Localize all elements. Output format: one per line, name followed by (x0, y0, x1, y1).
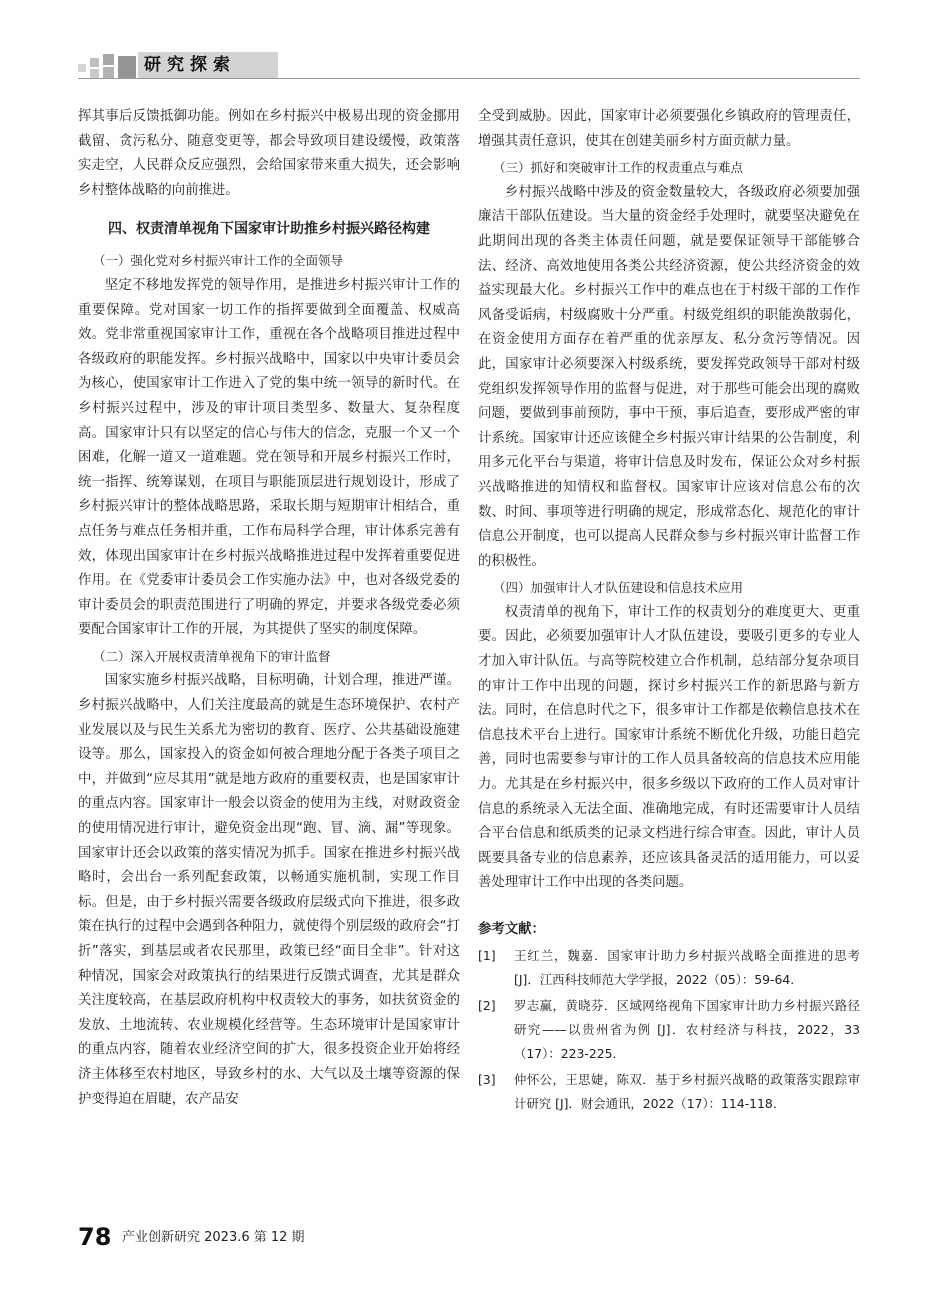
reference-item (478, 944, 860, 992)
reference-text: 仲怀公，王思婕，陈双．基于乡村振兴战略的政策落实跟踪审计研究 [J]．财会通讯，2022（17）：114-118. (514, 1072, 860, 1111)
page-header (0, 0, 950, 90)
subsection-heading-3: （三）抓好和突破审计工作的权责重点与难点 (493, 160, 744, 176)
subsection-heading-2: （二）深入开展权责清单视角下的审计监督 (93, 648, 331, 664)
subsection-heading-1: （一）强化党对乡村振兴审计工作的全面领导 (93, 253, 344, 269)
journal-info: 产业创新研究 2023.6 第 12 期 (122, 1230, 305, 1245)
reference-text: 王红兰，魏嘉．国家审计助力乡村振兴战略全面推进的思考 [J]．江西科技师范大学学报，2022（05）：59-64. (514, 948, 860, 987)
reference-text: 罗志赢，黄晓芬．区域网络视角下国家审计助力乡村振兴路径研究——以贵州省为例 [J]．农村经济与科技，2022，33（17）：223-225. (514, 998, 860, 1061)
paragraph: 坚定不移地发挥党的领导作用，是推进乡村振兴审计工作的重要保障。党对国家一切工作的指挥要做到全面覆盖、权威高效。党非常重视国家审计工作，重视在各个战略项目推进过程中各级政府的职能发挥。乡村振兴战略中，国家以中央审计委员会为核心，使国家审计工作进入了党的集中统一领导的新时代。在乡村振兴过程中，涉及的审计项目类型多、数量大、复杂程度高。国家审计只有以坚定的信心与伟大的信念，克服一个又一个困难，化解一道又一道难题。党在领导和开展乡村振兴工作时，统一指挥、统筹谋划，在项目与职能顶层进行规划设计，形成了乡村振兴审计的整体战略思路，采取长期与短期审计相结合，重点任务与难点任务相并重，工作布局科学合理，审计体系完善有效，体现出国家审计在乡村振兴战略推进过程中发挥着重要促进作用。在《党委审计委员会工作实施办法》中，也对各级党委的审计委员会的职责范围进行了明确的界定，并要求各级党委必须要配合国家审计工作的开展，为其提供了坚实的制度保障。 (78, 277, 460, 638)
right-column (478, 105, 860, 1116)
paragraph: 乡村振兴战略中涉及的资金数量较大，各级政府必须要加强廉洁干部队伍建设。当大量的资金经手处理时，就要坚决避免在此期间出现的各类主体责任问题，就是要保证领导干部能够合法、经济、高效地使用各类公共经济资源，使公共经济资金的效益实现最大化。乡村振兴工作中的难点也在于村级干部的工作作风备受诟病，村级腐败十分严重。村级党组织的职能涣散弱化，在资金使用方面存在着严重的优亲厚友、私分贪污等情况。因此，国家审计必须要深入村级系统，要发挥党政领导干部对村级党组织发挥领导作用的监督与促进，对于那些可能会出现的腐败问题，要做到事前预防，事中干预，事后追查，要形成严密的审计系统。国家审计还应该健全乡村振兴审计结果的公告制度，利用多元化平台与渠道，将审计信息及时发布，保证公众对乡村振兴战略推进的知情权和监督权。国家审计应该对信息公布的次数、时间、事项等进行明确的规定，形成常态化、规范化的审计信息公开制度，也可以提高人民群众参与乡村振兴审计监督工作的积极性。 (478, 184, 860, 569)
subsection-heading-4: （四）加强审计人才队伍建设和信息技术应用 (493, 580, 744, 596)
paragraph-continued: 全受到威胁。因此，国家审计必须要强化乡镇政府的管理责任，增强其责任意识，使其在创建美丽乡村方面贡献力量。 (478, 109, 860, 149)
paragraph: 国家实施乡村振兴战略，目标明确，计划合理，推进严谨。乡村振兴战略中，人们关注度最高的就是生态环境保护、农村产业发展以及与民生关系尤为密切的教育、医疗、公共基础设施建设等。那么，国家投入的资金如何被合理地分配于各类子项目之中，并做到“应尽其用”就是地方政府的重要权责，也是国家审计的重点内容。国家审计一般会以资金的使用为主线，对财政资金的使用情况进行审计，避免资金出现“跑、冒、滴、漏”等现象。国家审计还会以政策的落实情况为抓手。国家在推进乡村振兴战略时，会出台一系列配套政策，以畅通实施机制，实现工作目标。但是，由于乡村振兴需要各级政府层级式向下推进，很多政策在执行的过程中会遇到各种阻力，就使得个别层级的政府会“打折”落实，到基层或者农民那里，政策已经“面目全非”。针对这种情况，国家会对政策执行的结果进行反馈式调查，尤其是群众关注度较高，在基层政府机构中权责较大的事务，如扶贫资金的发放、土地流转、农业规模化经营等。生态环境审计是国家审计的重点内容，随着农业经济空间的扩大，很多投资企业开始将经济主体移至农村地区，导致乡村的水、大气以及土壤等资源的保护变得迫在眉睫，农产品安 (78, 673, 460, 1107)
reference-number: [3] (478, 1072, 496, 1087)
reference-number: [2] (478, 998, 496, 1013)
paragraph: 权责清单的视角下，审计工作的权责划分的难度更大、更重要。因此，必须要加强审计人才队伍建设，要吸引更多的专业人才加入审计队伍。与高等院校建立合作机制，总结部分复杂项目的审计工作中出现的问题，探讨乡村振兴工作的新思路与新方法。同时，在信息时代之下，很多审计工作都是依赖信息技术在信息技术平台上进行。国家审计系统不断优化升级，功能日趋完善，同时也需要参与审计的工作人员具备较高的信息技术应用能力。尤其是在乡村振兴中，很多乡级以下政府的工作人员对审计信息的系统录入无法全面、准确地完成，有时还需要审计人员结合平台信息和纸质类的记录文档进行综合审查。因此，审计人员既要具备专业的信息素养，还应该具备灵活的适用能力，可以妥善处理审计工作中出现的各类问题。 (478, 604, 860, 891)
reference-number: [1] (478, 948, 496, 963)
header-decoration (78, 54, 138, 78)
section-heading: 四、权责清单视角下国家审计助推乡村振兴路径构建 (108, 221, 430, 238)
reference-item (478, 1068, 860, 1116)
left-column (78, 105, 460, 1112)
references-title: 参考文献： (478, 922, 545, 937)
reference-item (478, 994, 860, 1066)
page-number: 78 (78, 1223, 112, 1251)
paragraph-continued: 挥其事后反馈抵御功能。例如在乡村振兴中极易出现的资金挪用截留、贪污私分、随意变更等，都会导致项目建设缓慢，政策落实走空，人民群众反应强烈，会给国家带来重大损失，还会影响乡村整体战略的向前推进。 (78, 109, 460, 198)
header-rule (78, 78, 860, 79)
section-title: 研究探索 (144, 55, 236, 75)
